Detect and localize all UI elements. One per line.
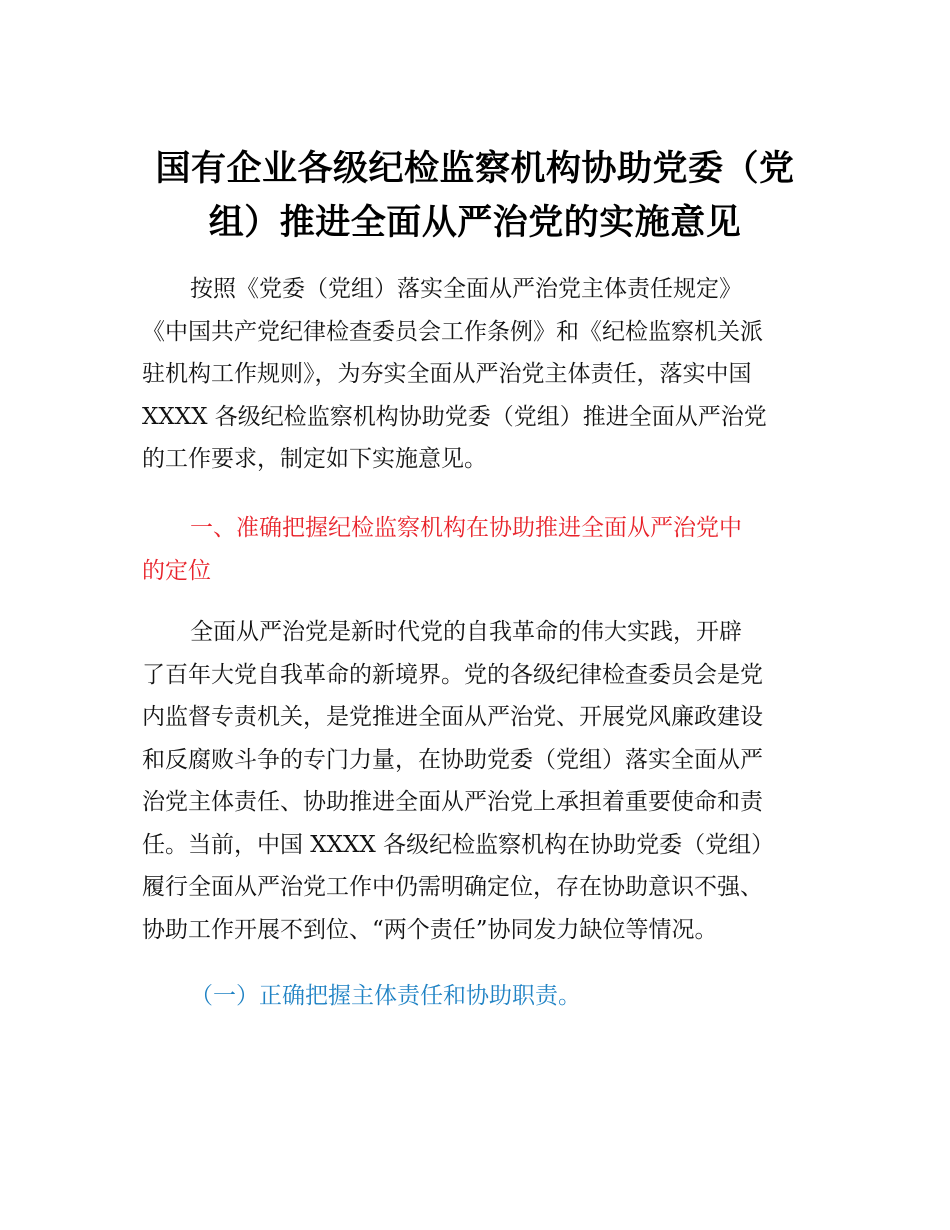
subsection-heading	[142, 975, 812, 1018]
title-line: 国有企业各级纪检监察机构协助党委（党	[155, 149, 795, 189]
paragraph-line: 全面从严治党是新时代党的自我革命的伟大实践，开辟	[190, 619, 742, 645]
paragraph-line: 内监督专责机关，是党推进全面从严治党、开展党风廉政建设	[142, 704, 763, 730]
section-heading-line: 的定位	[142, 557, 211, 584]
subsection-heading-line: （一）正确把握主体责任和协助职责。	[190, 983, 581, 1009]
section-heading-line: 一、准确把握纪检监察机构在协助推进全面从严治党中	[190, 515, 742, 541]
document-title	[140, 142, 810, 250]
intro-paragraph	[142, 268, 812, 481]
paragraph-line: 按照《党委（党组）落实全面从严治党主体责任规定》	[190, 276, 742, 302]
paragraph-line: 了百年大党自我革命的新境界。党的各级纪律检查委员会是党	[142, 661, 763, 688]
paragraph-line: 《中国共产党纪律检查委员会工作条例》和《纪检监察机关派	[142, 318, 763, 345]
paragraph-line: 和反腐败斗争的专门力量，在协助党委（党组）落实全面从严	[142, 746, 763, 773]
title-line: 组）推进全面从严治党的实施意见	[208, 203, 742, 243]
section-body-paragraph	[142, 611, 812, 951]
paragraph-line: 履行全面从严治党工作中仍需明确定位，存在协助意识不强、	[142, 874, 763, 900]
paragraph-line: 治党主体责任、协助推进全面从严治党上承担着重要使命和责	[142, 789, 763, 815]
paragraph-line: 任。当前，中国 XXXX 各级纪检监察机构在协助党委（党组）	[142, 831, 775, 858]
paragraph-line: 协助工作开展不到位、“两个责任”协同发力缺位等情况。	[142, 916, 718, 943]
paragraph-line: 的工作要求，制定如下实施意见。	[142, 446, 487, 472]
section-heading	[142, 507, 812, 592]
paragraph-line: XXXX 各级纪检监察机构协助党委（党组）推进全面从严治党	[142, 403, 767, 430]
paragraph-line: 驻机构工作规则》，为夯实全面从严治党主体责任，落实中国	[142, 361, 752, 387]
